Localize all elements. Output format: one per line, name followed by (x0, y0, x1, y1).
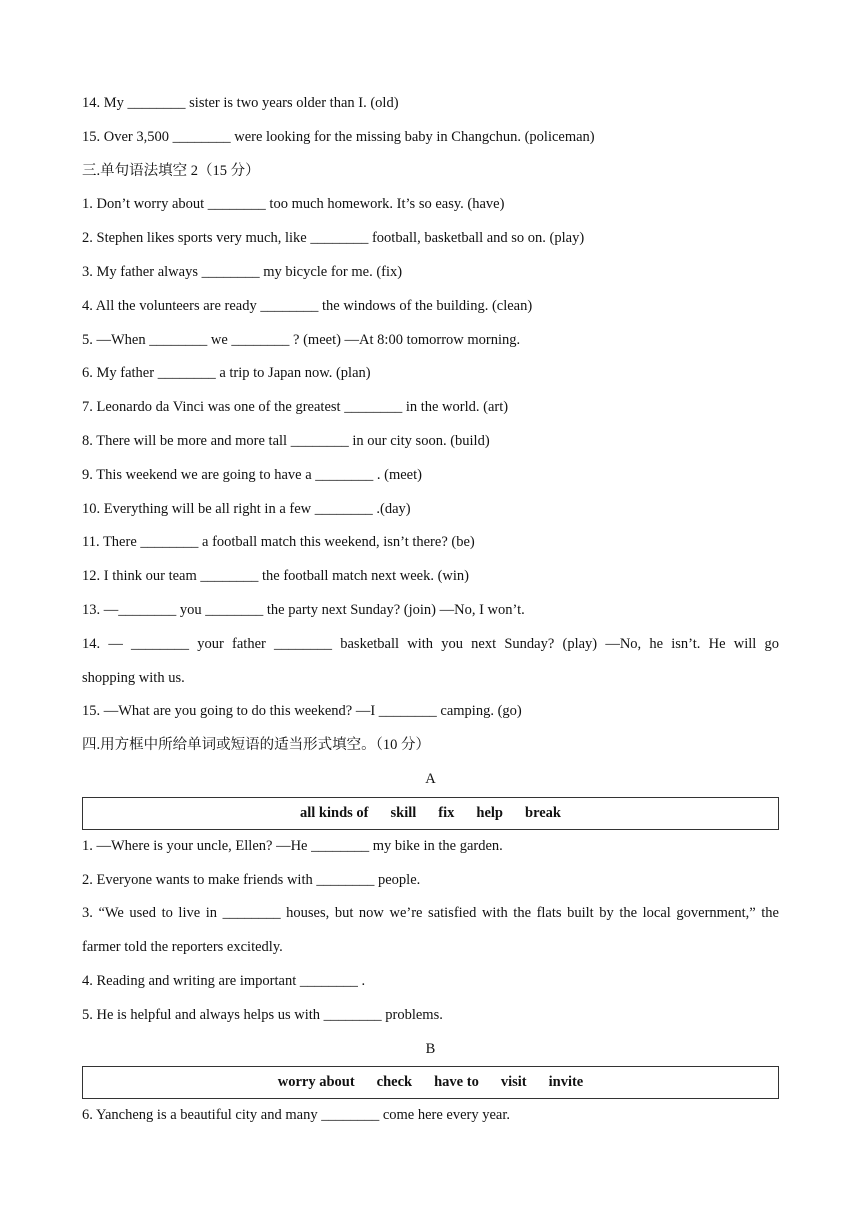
word-box-b (82, 1066, 779, 1099)
section-heading-3: 三.单句语法填空 2（15 分） (82, 162, 260, 179)
question-line: 10. Everything will be all right in a few ________ .(day) (82, 500, 411, 517)
question-line: 2. Everyone wants to make friends with ________ people. (82, 871, 421, 888)
word-box-item: help (476, 804, 503, 821)
question-line: 1. —Where is your uncle, Ellen? —He ________ my bike in the garden. (82, 837, 503, 854)
question-line: 3. My father always ________ my bicycle for me. (fix) (82, 263, 403, 280)
worksheet-page (82, 87, 779, 1133)
question-line: 6. My father ________ a trip to Japan now. (plan) (82, 365, 371, 382)
word-box-item: check (376, 1074, 413, 1091)
word-box-a (82, 797, 779, 830)
question-line-continued: farmer told the reporters excitedly. (82, 939, 283, 956)
section-label-b: B (425, 1040, 436, 1057)
question-line: 5. He is helpful and always helps us with ________ problems. (82, 1006, 443, 1023)
word-box-item: fix (438, 804, 455, 821)
question-line: 6. Yancheng is a beautiful city and many ________ come here every year. (82, 1107, 511, 1124)
question-line: 14. — ________ your father ________ basketball with you next Sunday? (play) —No, he isn’t. He will go (82, 635, 779, 652)
question-line: 9. This weekend we are going to have a ________ . (meet) (82, 466, 422, 483)
question-line: 15. —What are you going to do this weekend? —I ________ camping. (go) (82, 703, 522, 720)
section-label-a: A (425, 770, 436, 787)
question-line: 1. Don’t worry about ________ too much homework. It’s so easy. (have) (82, 196, 505, 213)
question-line: 13. —________ you ________ the party next Sunday? (join) —No, I won’t. (82, 601, 525, 618)
question-line: 12. I think our team ________ the football match next week. (win) (82, 568, 469, 585)
section-heading-4: 四.用方框中所给单词或短语的适当形式填空。（10 分） (82, 737, 430, 754)
word-box-item: worry about (277, 1074, 355, 1091)
word-box-item: skill (390, 804, 417, 821)
word-box-item: invite (548, 1074, 584, 1091)
question-line: 3. “We used to live in ________ houses, but now we’re satisfied with the flats built by the local government,” the (82, 905, 779, 922)
question-line: 7. Leonardo da Vinci was one of the greatest ________ in the world. (art) (82, 399, 509, 416)
word-box-item: visit (500, 1074, 527, 1091)
question-line: 11. There ________ a football match this weekend, isn’t there? (be) (82, 534, 475, 551)
word-box-item: break (525, 804, 561, 821)
question-line: 8. There will be more and more tall ________ in our city soon. (build) (82, 432, 490, 449)
question-line: 15. Over 3,500 ________ were looking for the missing baby in Changchun. (policeman) (82, 128, 595, 145)
question-line: 14. My ________ sister is two years older than I. (old) (82, 95, 399, 111)
question-line: 4. All the volunteers are ready ________ the windows of the building. (clean) (82, 297, 533, 314)
question-line-continued: shopping with us. (82, 669, 185, 686)
question-line: 4. Reading and writing are important ________ . (82, 972, 366, 989)
question-line: 5. —When ________ we ________ ? (meet) —At 8:00 tomorrow morning. (82, 331, 521, 348)
word-box-item: all kinds of (300, 804, 369, 821)
word-box-item: have to (434, 1074, 479, 1091)
question-line: 2. Stephen likes sports very much, like ________ football, basketball and so on. (play) (82, 230, 585, 247)
